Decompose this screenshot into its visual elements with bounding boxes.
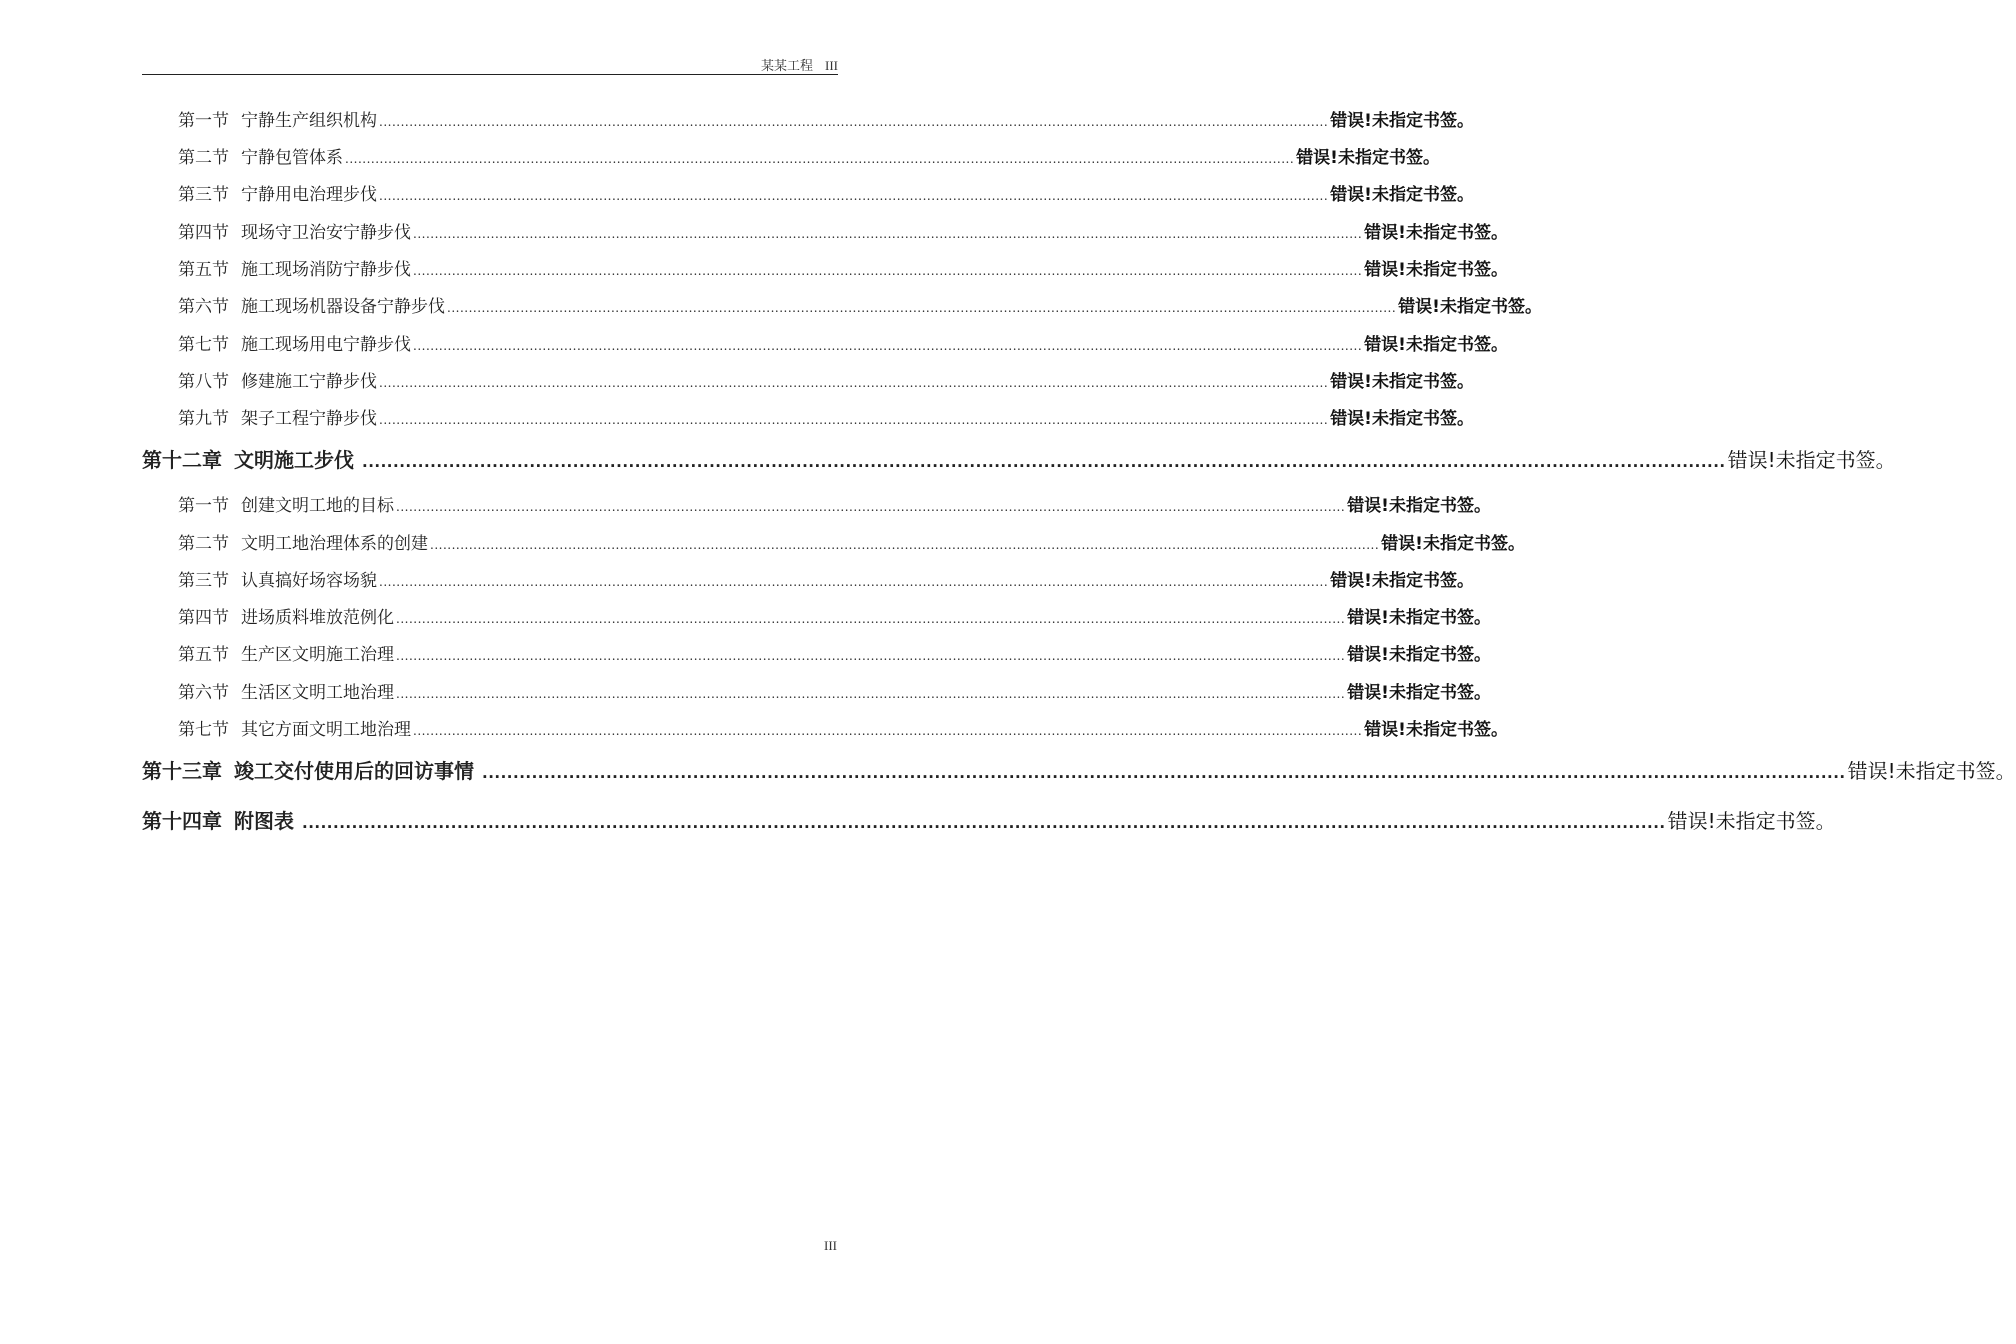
toc-entry-title: 认真搞好场容场貌	[241, 571, 377, 591]
toc-entry-page-ref: 错误!未指定书签。	[1330, 409, 1474, 429]
toc-leader-dots: ............................................................................................................................................................................................................................	[302, 814, 1666, 832]
toc-entry-title: 宁静用电治理步伐	[241, 185, 377, 205]
toc-section-entry[interactable]	[178, 678, 1491, 703]
toc-entry-page-ref: 错误!未指定书签。	[1347, 645, 1491, 665]
toc-leader-dots: ............................................................................................................................................................................................................................	[430, 538, 1380, 552]
toc-entry-number: 第二节	[178, 534, 229, 554]
toc-leader-dots: ............................................................................................................................................................................................................................	[345, 152, 1295, 166]
toc-leader-dots: ............................................................................................................................................................................................................................	[396, 612, 1346, 626]
toc-entry-title: 生活区文明工地治理	[241, 683, 394, 703]
toc-entry-number: 第三节	[178, 185, 229, 205]
toc-leader-dots: ............................................................................................................................................................................................................................	[413, 227, 1363, 241]
toc-leader-dots: ............................................................................................................................................................................................................................	[379, 376, 1329, 390]
toc-leader-dots: ............................................................................................................................................................................................................................	[379, 189, 1329, 203]
toc-entry-number: 第五节	[178, 645, 229, 665]
toc-leader-dots: ............................................................................................................................................................................................................................	[379, 413, 1329, 427]
toc-entry-title: 其它方面文明工地治理	[241, 720, 411, 740]
toc-entry-title: 文明施工步伐	[234, 448, 354, 472]
toc-leader-dots: ............................................................................................................................................................................................................................	[396, 500, 1346, 514]
toc-section-entry[interactable]	[178, 529, 1525, 554]
toc-leader-dots: ............................................................................................................................................................................................................................	[482, 764, 1846, 782]
toc-entry-number: 第一节	[178, 496, 229, 516]
toc-entry-page-ref: 错误!未指定书签。	[1847, 759, 2016, 783]
toc-section-entry[interactable]	[178, 218, 1508, 243]
toc-entry-title: 文明工地治理体系的创建	[241, 534, 428, 554]
toc-entry-number: 第九节	[178, 409, 229, 429]
toc-entry-number: 第四节	[178, 223, 229, 243]
toc-leader-dots: ............................................................................................................................................................................................................................	[362, 453, 1726, 471]
toc-section-entry[interactable]	[178, 603, 1491, 628]
toc-section-entry[interactable]	[178, 715, 1508, 740]
toc-section-entry[interactable]	[178, 143, 1440, 168]
toc-entry-page-ref: 错误!未指定书签。	[1296, 148, 1440, 168]
toc-leader-dots: ............................................................................................................................................................................................................................	[413, 724, 1363, 738]
toc-entry-title: 生产区文明施工治理	[241, 645, 394, 665]
toc-section-entry[interactable]	[178, 330, 1508, 355]
toc-entry-number: 第五节	[178, 260, 229, 280]
toc-section-entry[interactable]	[178, 404, 1474, 429]
toc-entry-number: 第八节	[178, 372, 229, 392]
toc-entry-title: 架子工程宁静步伐	[241, 409, 377, 429]
toc-entry-page-ref: 错误!未指定书签。	[1330, 372, 1474, 392]
toc-entry-page-ref: 错误!未指定书签。	[1364, 720, 1508, 740]
footer-page-number: III	[824, 1238, 837, 1253]
toc-entry-number: 第三节	[178, 571, 229, 591]
toc-entry-page-ref: 错误!未指定书签。	[1347, 608, 1491, 628]
header-text	[761, 55, 838, 74]
toc-leader-dots: ............................................................................................................................................................................................................................	[396, 687, 1346, 701]
toc-entry-page-ref: 错误!未指定书签。	[1381, 534, 1525, 554]
toc-entry-title: 施工现场消防宁静步伐	[241, 260, 411, 280]
toc-chapter-entry[interactable]	[142, 805, 1836, 833]
toc-entry-title: 施工现场用电宁静步伐	[241, 335, 411, 355]
toc-entry-title: 现场守卫治安宁静步伐	[241, 223, 411, 243]
toc-leader-dots: ............................................................................................................................................................................................................................	[447, 301, 1397, 315]
toc-entry-page-ref: 错误!未指定书签。	[1364, 223, 1508, 243]
toc-section-entry[interactable]	[178, 367, 1474, 392]
toc-entry-title: 宁静包管体系	[241, 148, 343, 168]
toc-section-entry[interactable]	[178, 180, 1474, 205]
toc-leader-dots: ............................................................................................................................................................................................................................	[413, 264, 1363, 278]
header-title: 某某工程	[760, 59, 813, 74]
toc-entry-page-ref: 错误!未指定书签。	[1364, 260, 1508, 280]
toc-entry-number: 第二节	[178, 148, 229, 168]
toc-entry-number: 第十四章	[142, 809, 222, 833]
toc-entry-title: 进场质料堆放范例化	[241, 608, 394, 628]
toc-entry-number: 第四节	[178, 608, 229, 628]
toc-entry-number: 第七节	[178, 720, 229, 740]
toc-entry-page-ref: 错误!未指定书签。	[1330, 571, 1474, 591]
toc-leader-dots: ............................................................................................................................................................................................................................	[379, 115, 1329, 129]
toc-entry-number: 第六节	[178, 683, 229, 703]
toc-entry-page-ref: 错误!未指定书签。	[1347, 683, 1491, 703]
toc-entry-page-ref: 错误!未指定书签。	[1330, 185, 1474, 205]
toc-entry-title: 附图表	[234, 809, 294, 833]
toc-chapter-entry[interactable]	[142, 755, 2016, 783]
toc-entry-title: 创建文明工地的目标	[241, 496, 394, 516]
toc-entry-title: 竣工交付使用后的回访事情	[234, 759, 474, 783]
toc-section-entry[interactable]	[178, 640, 1491, 665]
toc-entry-number: 第一节	[178, 111, 229, 131]
toc-entry-title: 施工现场机器设备宁静步伐	[241, 297, 445, 317]
toc-chapter-entry[interactable]	[142, 444, 1896, 472]
toc-entry-page-ref: 错误!未指定书签。	[1398, 297, 1542, 317]
toc-entry-page-ref: 错误!未指定书签。	[1727, 448, 1896, 472]
toc-entry-number: 第十二章	[142, 448, 222, 472]
header-page-number: III	[825, 58, 838, 73]
toc-entry-title: 宁静生产组织机构	[241, 111, 377, 131]
toc-entry-page-ref: 错误!未指定书签。	[1667, 809, 1836, 833]
toc-section-entry[interactable]	[178, 491, 1491, 516]
toc-entry-page-ref: 错误!未指定书签。	[1364, 335, 1508, 355]
toc-entry-number: 第六节	[178, 297, 229, 317]
toc-entry-page-ref: 错误!未指定书签。	[1347, 496, 1491, 516]
toc-section-entry[interactable]	[178, 255, 1508, 280]
toc-leader-dots: ............................................................................................................................................................................................................................	[396, 649, 1346, 663]
toc-entry-number: 第七节	[178, 335, 229, 355]
toc-entry-number: 第十三章	[142, 759, 222, 783]
page-header	[142, 54, 838, 75]
toc-section-entry[interactable]	[178, 106, 1474, 131]
toc-leader-dots: ............................................................................................................................................................................................................................	[413, 339, 1363, 353]
toc-entry-title: 修建施工宁静步伐	[241, 372, 377, 392]
toc-section-entry[interactable]	[178, 566, 1474, 591]
toc-entry-page-ref: 错误!未指定书签。	[1330, 111, 1474, 131]
toc-section-entry[interactable]	[178, 292, 1542, 317]
toc-leader-dots: ............................................................................................................................................................................................................................	[379, 575, 1329, 589]
